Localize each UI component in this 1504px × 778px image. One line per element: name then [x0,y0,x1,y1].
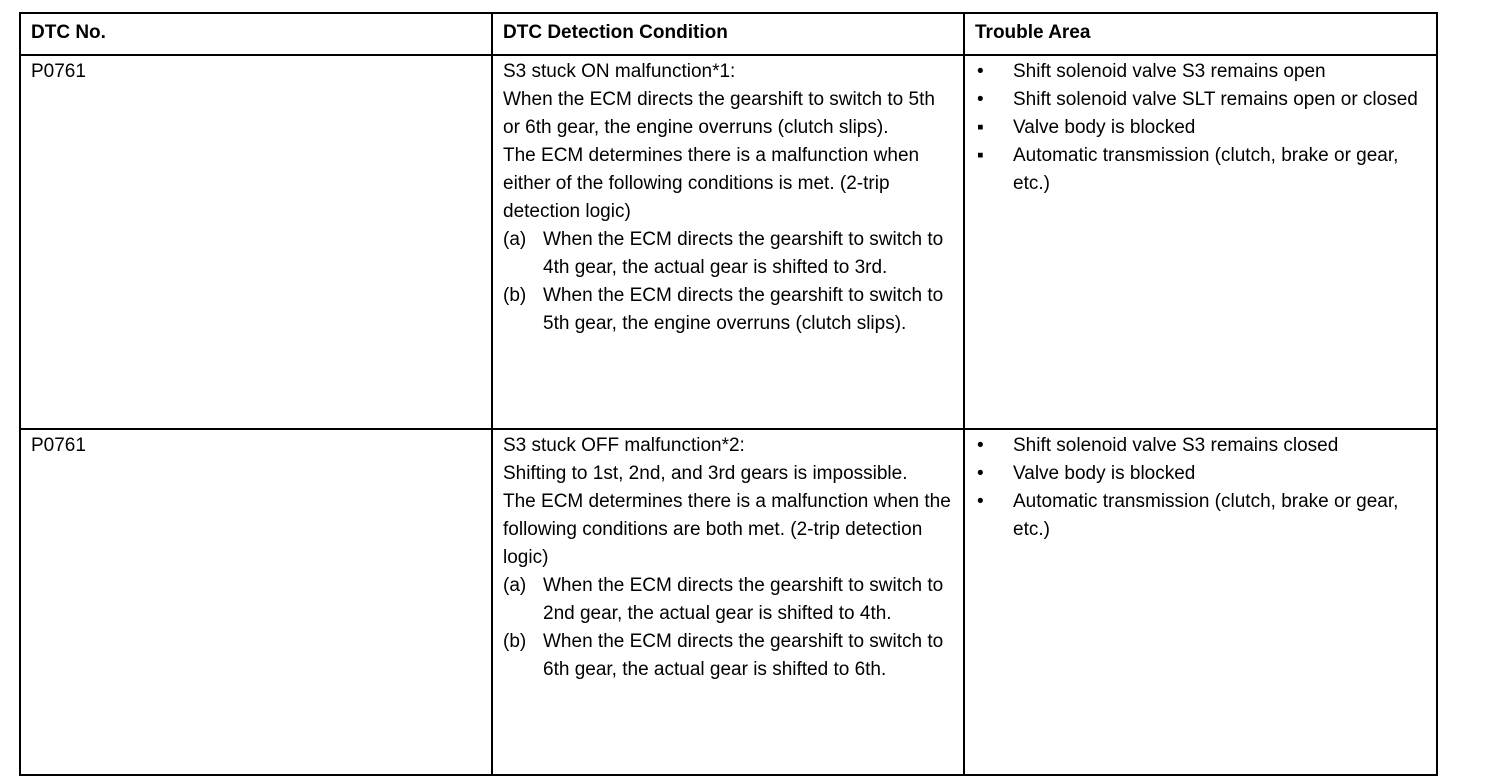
condition-marker: (b) [503,631,527,652]
trouble-area-list [975,432,1426,544]
condition-marker: (a) [503,575,527,596]
table-header-row [20,13,1437,55]
condition-text: When the ECM directs the gearshift to switch to 6th gear, the actual gear is shifted to 6th. [543,631,944,680]
trouble-area-text: Automatic transmission (clutch, brake or gear, etc.) [1013,145,1399,194]
condition-text: When the ECM directs the gearshift to switch to 5th gear, the engine overruns (clutch slips). [543,285,944,334]
list-item [975,58,1426,86]
list-item [975,86,1426,114]
trouble-area-cell [964,55,1437,429]
list-item [975,114,1426,142]
condition-marker: (a) [503,229,527,250]
condition-description: Shifting to 1st, 2nd, and 3rd gears is impossible. [503,463,908,484]
bullet-icon: • [977,61,984,82]
list-item [975,142,1426,198]
condition-description: The ECM determines there is a malfunction when the following conditions are both met. (2-trip detection logic) [503,491,951,568]
dtc-code-cell [20,429,492,775]
trouble-area-text: Valve body is blocked [1013,117,1196,138]
condition-sub-item [503,628,953,684]
condition-description: When the ECM directs the gearshift to switch to 5th or 6th gear, the engine overruns (clutch slips). [503,89,935,138]
header-dtc-no: DTC No. [20,13,492,55]
trouble-area-text: Automatic transmission (clutch, brake or gear, etc.) [1013,491,1399,540]
dtc-code-cell [20,55,492,429]
condition-marker: (b) [503,285,527,306]
trouble-area-text: Shift solenoid valve S3 remains closed [1013,435,1339,456]
condition-title: S3 stuck ON malfunction*1: [503,61,736,82]
bullet-icon: • [977,89,984,110]
detection-condition-cell [492,429,964,775]
condition-sub-item [503,282,953,338]
condition-title: S3 stuck OFF malfunction*2: [503,435,745,456]
dtc-code: P0761 [31,435,86,456]
list-item [975,460,1426,488]
bullet-icon: • [977,463,984,484]
header-trouble-area: Trouble Area [964,13,1437,55]
list-item [975,432,1426,460]
condition-sub-item [503,226,953,282]
header-detection-condition: DTC Detection Condition [492,13,964,55]
square-bullet-icon: ▪ [977,145,984,166]
condition-description: The ECM determines there is a malfunction when either of the following conditions is met. (2-trip detection logic) [503,145,920,222]
table-row [20,55,1437,429]
condition-text: When the ECM directs the gearshift to switch to 4th gear, the actual gear is shifted to 3rd. [543,229,944,278]
bullet-icon: • [977,435,984,456]
trouble-area-cell [964,429,1437,775]
table-row [20,429,1437,775]
detection-condition-cell [492,55,964,429]
trouble-area-text: Valve body is blocked [1013,463,1196,484]
dtc-table [19,12,1438,776]
condition-sub-item [503,572,953,628]
bullet-icon: • [977,491,984,512]
list-item [975,488,1426,544]
trouble-area-text: Shift solenoid valve S3 remains open [1013,61,1326,82]
dtc-code: P0761 [31,61,86,82]
condition-text: When the ECM directs the gearshift to switch to 2nd gear, the actual gear is shifted to 4th. [543,575,944,624]
square-bullet-icon: ▪ [977,117,984,138]
trouble-area-list [975,58,1426,198]
trouble-area-text: Shift solenoid valve SLT remains open or closed [1013,89,1418,110]
